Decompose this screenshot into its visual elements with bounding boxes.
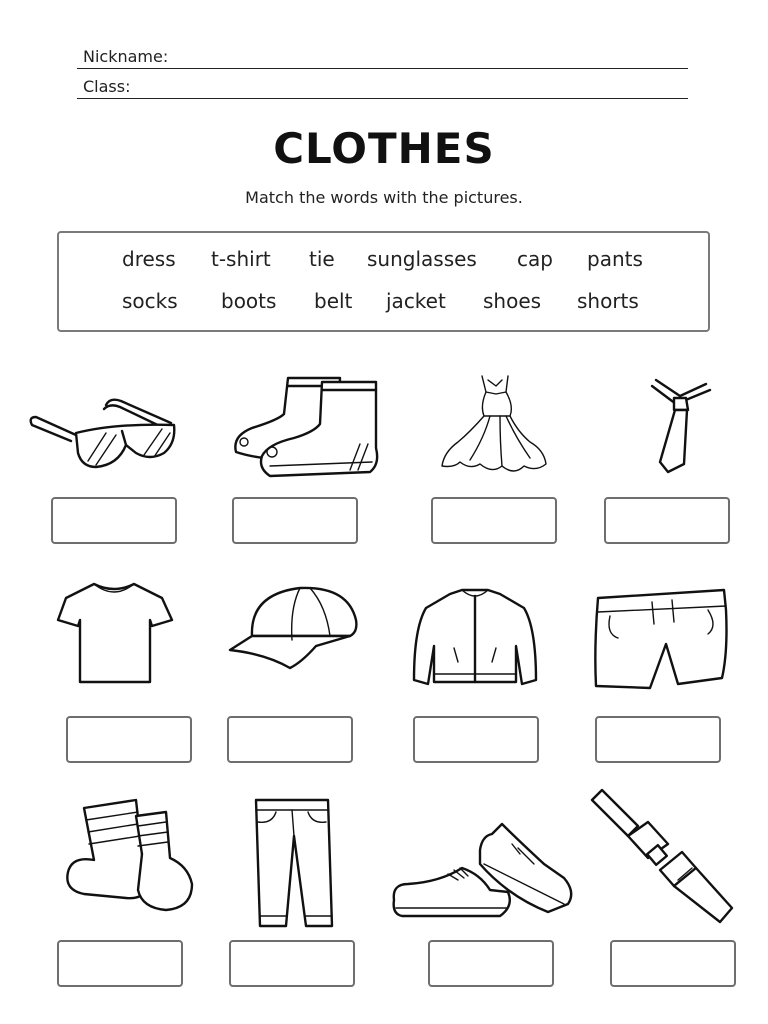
word-bank-item: boots <box>221 289 277 313</box>
instructions: Match the words with the pictures. <box>245 188 523 207</box>
answer-box[interactable] <box>428 940 554 987</box>
word-bank-item: jacket <box>386 289 446 313</box>
answer-box[interactable] <box>57 940 183 987</box>
answer-box[interactable] <box>595 716 721 763</box>
word-bank-item: pants <box>587 247 643 271</box>
jacket-icon <box>410 588 540 690</box>
nickname-label: Nickname: <box>83 47 169 66</box>
class-field[interactable] <box>77 74 688 99</box>
tie-icon <box>648 374 714 474</box>
nickname-field[interactable] <box>77 44 688 69</box>
shoes-icon <box>388 820 578 920</box>
word-bank-item: sunglasses <box>367 247 477 271</box>
dress-icon <box>440 372 550 482</box>
answer-box[interactable] <box>604 497 730 544</box>
answer-box[interactable] <box>232 497 358 544</box>
answer-box[interactable] <box>610 940 736 987</box>
answer-box[interactable] <box>51 497 177 544</box>
answer-box[interactable] <box>229 940 355 987</box>
word-bank-item: tie <box>309 247 335 271</box>
answer-box[interactable] <box>431 497 557 544</box>
word-bank-item: belt <box>314 289 353 313</box>
word-bank-item: shorts <box>577 289 639 313</box>
boots-icon <box>230 372 380 482</box>
shorts-icon <box>592 586 732 690</box>
class-label: Class: <box>83 77 131 96</box>
word-bank-item: shoes <box>483 289 542 313</box>
socks-icon <box>62 798 198 916</box>
word-bank-item: dress <box>122 247 176 271</box>
word-bank <box>57 231 710 332</box>
tshirt-icon <box>54 580 174 686</box>
word-bank-item: socks <box>122 289 178 313</box>
answer-box[interactable] <box>413 716 539 763</box>
answer-box[interactable] <box>227 716 353 763</box>
word-bank-item: t-shirt <box>211 247 271 271</box>
pants-icon <box>246 796 336 930</box>
cap-icon <box>226 584 360 670</box>
belt-icon <box>586 788 738 930</box>
answer-box[interactable] <box>66 716 192 763</box>
sunglasses-icon <box>26 395 176 470</box>
worksheet-title: CLOTHES <box>273 124 495 173</box>
word-bank-item: cap <box>517 247 553 271</box>
